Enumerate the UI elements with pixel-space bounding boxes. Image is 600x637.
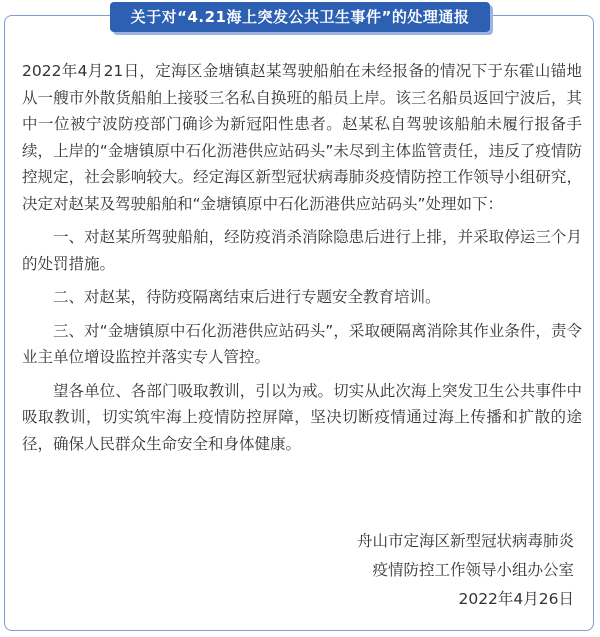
item-2-paragraph: 二、对赵某，待防疫隔离结束后进行专题安全教育培训。 [53, 288, 441, 306]
issuing-org-line-1: 舟山市定海区新型冠状病毒肺炎 [356, 532, 574, 550]
notice-body [22, 58, 582, 464]
closing-paragraph: 望各单位、各部门吸取教训，引以为戒。切实从此次海上突发卫生公共事件中吸取教训，切实筑牢海上疫情防控屏障，坚决切断疫情通过海上传播和扩散的途径，确保人民群众生命安全和身体健康。 [22, 381, 582, 453]
issuing-org-line-2: 疫情防控工作领导小组办公室 [372, 561, 574, 579]
issue-date: 2022年4月26日 [458, 590, 574, 608]
signature-block [314, 527, 574, 614]
item-1-paragraph: 一、对赵某所驾驶船舶，经防疫消杀消除隐患后进行上排，并采取停运三个月的处罚措施。 [22, 228, 582, 273]
intro-paragraph: 2022年4月21日，定海区金塘镇赵某驾驶船舶在未经报备的情况下于东霍山锚地从一艘市外散货船舶上接驳三名私自换班的船员上岸。该三名船员返回宁波后，其中一位被宁波防疫部门确诊为新冠阳性患者。赵某私自驾驶该船舶未履行报备手续，上岸的“金塘镇原中石化沥港供应站码头”未尽到主体监管责任，违反了疫情防控规定，社会影响较大。经定海区新型冠状病毒肺炎疫情防控工作领导小组研究，决定对赵某及驾驶船舶和“金塘镇原中石化沥港供应站码头”处理如下： [22, 62, 582, 213]
item-3-paragraph: 三、对“金塘镇原中石化沥港供应站码头”，采取硬隔离消除其作业条件，责令业主单位增设监控并落实专人管控。 [22, 321, 582, 366]
title-banner: 关于对“4.21海上突发公共卫生事件”的处理通报 [110, 2, 490, 32]
